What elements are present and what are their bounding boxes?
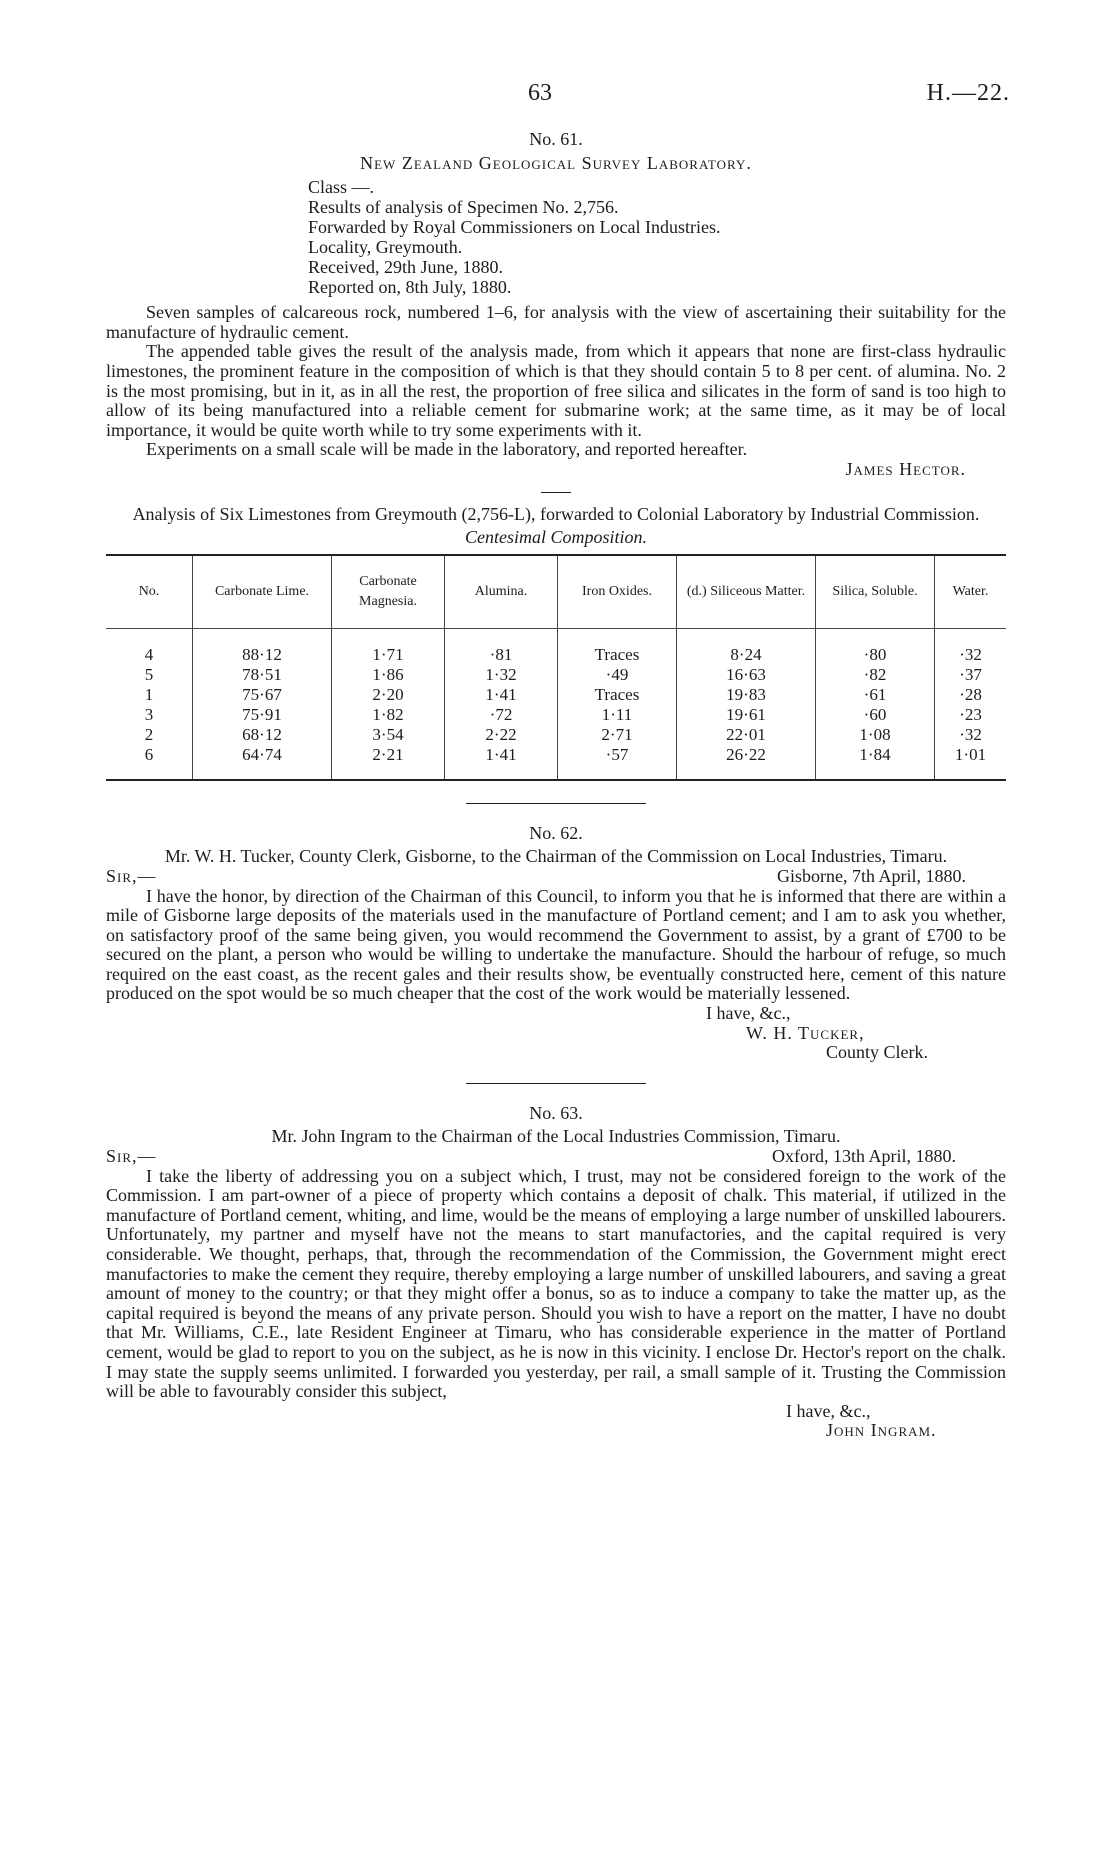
divider xyxy=(466,803,646,804)
table-cell: 88·12 xyxy=(193,645,332,665)
table-cell: 5 xyxy=(144,664,154,684)
table-cell: ·82 xyxy=(816,665,935,685)
table-cell: ·32 xyxy=(935,725,1007,745)
table-cell: 16·63 xyxy=(677,665,816,685)
table-cell: 19·83 xyxy=(677,685,816,705)
table-row xyxy=(106,725,1006,745)
table-cell: 64·74 xyxy=(193,745,332,780)
signature: James Hector. xyxy=(845,458,966,479)
section-number: No. 63. xyxy=(529,1102,583,1123)
table-cell: 8·24 xyxy=(677,645,816,665)
paragraph: Seven samples of calcareous rock, numbered 1–6, for analysis with the view of ascertaining their suitability for the manufacture of hydraulic cement. xyxy=(106,302,1006,342)
place-date: Oxford, 13th April, 1880. xyxy=(772,1146,956,1167)
table-cell: 1·32 xyxy=(445,665,558,685)
section-title: New Zealand Geological Survey Laboratory. xyxy=(360,152,752,173)
table-cell: 2·22 xyxy=(445,725,558,745)
column-header: Silica, Soluble. xyxy=(816,555,935,629)
reported-line: Reported on, 8th July, 1880. xyxy=(308,277,512,298)
section-number: No. 62. xyxy=(529,822,583,843)
salutation-line xyxy=(106,1147,1006,1167)
section-no-63 xyxy=(106,1104,1006,1441)
paragraph: The appended table gives the result of the analysis made, from which it appears that none are first-class hydraulic limestones, the prominent feature in the composition of which is that they should contain 5 to 8 per cent. of alumina. No. 2 is the most promising, but in it, as in all the rest, the proportion of free silica and silicates in the form of sand is too high to allow of its being manufactured into a reliable cement for submarine work; at the same time, as it may be of local importance, it would be quite worth while to try some experiments with it. xyxy=(106,341,1006,440)
column-header: Iron Oxides. xyxy=(558,555,677,629)
table-cell: ·60 xyxy=(816,705,935,725)
table-cell: ·37 xyxy=(935,665,1007,685)
table-cell: 78·51 xyxy=(193,665,332,685)
page-number: 63 xyxy=(528,80,552,106)
table-cell: 68·12 xyxy=(193,725,332,745)
table-cell: ·49 xyxy=(558,665,677,685)
closing: I have, &c., xyxy=(786,1400,871,1421)
column-header: No. xyxy=(106,555,193,629)
column-header: Water. xyxy=(935,555,1007,629)
table-cell: 1·41 xyxy=(445,745,558,780)
page-body xyxy=(106,130,1006,1441)
results-line: Results of analysis of Specimen No. 2,756. xyxy=(308,197,619,218)
paragraph: Experiments on a small scale will be made in the laboratory, and reported hereafter. xyxy=(146,439,748,460)
signature: John Ingram. xyxy=(826,1420,937,1441)
received-line: Received, 29th June, 1880. xyxy=(308,257,503,278)
analysis-table xyxy=(106,554,1006,781)
table-row xyxy=(106,685,1006,705)
table-cell: 1·82 xyxy=(332,705,445,725)
section-number: No. 61. xyxy=(529,129,583,149)
letter-body: I have the honor, by direction of the Chairman of this Council, to inform you that he is informed that there are within a mile of Gisborne large deposits of the materials used in the manufacture of Portland cement; and I am to ask you whether, on satisfactory proof of the same being given, you would recommend the Government to assist, by a grant of £700 to be secured on the plant, a person who would be willing to undertake the manufacture. Should the harbour of refuge, so much required on the east coast, as the recent gales and their results show, be eventually constructed here, cement of this nature produced on the spot would be so much cheaper that the cost of the work would be materially lessened. xyxy=(106,885,1006,1004)
table-cell: ·57 xyxy=(558,745,677,780)
table-row xyxy=(106,745,1006,780)
table-cell: 2 xyxy=(144,724,154,744)
letter-heading: Mr. W. H. Tucker, County Clerk, Gisborne, to the Chairman of the Commission on Local Industries, Timaru. xyxy=(164,846,948,867)
signatory-title: County Clerk. xyxy=(826,1042,928,1063)
table-cell: 1·84 xyxy=(816,745,935,780)
table-cell: 2·71 xyxy=(558,725,677,745)
table-cell: 3·54 xyxy=(332,725,445,745)
table-cell: 22·01 xyxy=(677,725,816,745)
column-header: Carbonate Magnesia. xyxy=(332,555,445,629)
table-cell: Traces xyxy=(558,685,677,705)
salutation: Sir,— xyxy=(106,1146,157,1167)
forwarded-line: Forwarded by Royal Commissioners on Local Industries. xyxy=(308,217,721,238)
table-cell: Traces xyxy=(558,645,677,665)
section-no-62 xyxy=(106,824,1006,1084)
letter-heading: Mr. John Ingram to the Chairman of the Local Industries Commission, Timaru. xyxy=(271,1126,841,1147)
table-cell: 26·22 xyxy=(677,745,816,780)
table-cell: 75·67 xyxy=(193,685,332,705)
table-cell: 75·91 xyxy=(193,705,332,725)
class-line: Class —. xyxy=(308,177,375,198)
table-cell: ·81 xyxy=(445,645,558,665)
table-cell: 1 xyxy=(144,684,154,704)
salutation-line xyxy=(106,867,1006,887)
column-header: Carbonate Lime. xyxy=(193,555,332,629)
document-reference: H.—22. xyxy=(926,80,1010,106)
locality-line: Locality, Greymouth. xyxy=(308,237,463,258)
table-cell: 1·41 xyxy=(445,685,558,705)
table-cell: ·80 xyxy=(816,645,935,665)
table-row xyxy=(106,665,1006,685)
letter-body: I take the liberty of addressing you on a subject which, I trust, may not be considered foreign to the work of the Commission. I am part-owner of a piece of property which contains a deposit of chalk. This material, if utilized in the manufacture of Portland cement, whiting, and lime, would be the means of employing a large number of unskilled labourers. Unfortunately, my partner and myself have not the means to start manufactories, and the capital required is very considerable. We thought, perhaps, that, through the recommendation of the Commission, the Government might erect manufactories to make the cement they require, thereby employing a large number of unskilled labourers, and saving a great amount of money to the country; or that they might offer a bonus, so as to induce a company to take the matter up, as the capital required is beyond the means of any private person. Should you wish to have a report on the matter, I have no doubt that Mr. Williams, C.E., late Resident Engineer at Timaru, who has considerable experience in the matter of Portland cement, would be glad to report to you on the subject, as he is now in this vicinity. I enclose Dr. Hector's report on the chalk. I may state the supply seems unlimited. I forwarded you yesterday, per rail, a small sample of it. Trusting the Commission will be able to favourably consider this subject, xyxy=(106,1165,1006,1402)
table-caption: Analysis of Six Limestones from Greymouth (2,756-L), forwarded to Colonial Laboratory by Industrial Commission. xyxy=(132,503,980,524)
table-cell: 1·86 xyxy=(332,665,445,685)
table-cell: 6 xyxy=(106,745,193,780)
section-no-61 xyxy=(106,130,1006,493)
divider xyxy=(541,492,571,493)
table-cell: 2·20 xyxy=(332,685,445,705)
table-cell: ·23 xyxy=(935,705,1007,725)
table-row xyxy=(106,705,1006,725)
table-row xyxy=(106,645,1006,665)
table-cell: ·28 xyxy=(935,685,1007,705)
table-cell: ·32 xyxy=(935,645,1007,665)
divider xyxy=(466,1083,646,1084)
table-cell: 1·01 xyxy=(935,745,1007,780)
table-cell: 4 xyxy=(144,644,154,664)
table-cell: ·61 xyxy=(816,685,935,705)
closing: I have, &c., xyxy=(706,1003,791,1024)
table-subcaption: Centesimal Composition. xyxy=(464,527,647,548)
table-header-row xyxy=(106,555,1006,629)
table-cell: 1·08 xyxy=(816,725,935,745)
table-cell: 1·11 xyxy=(558,705,677,725)
analysis-section xyxy=(106,505,1006,804)
table-cell: ·72 xyxy=(445,705,558,725)
table-cell: 19·61 xyxy=(677,705,816,725)
salutation: Sir,— xyxy=(106,865,157,886)
table-cell: 2·21 xyxy=(332,745,445,780)
place-date: Gisborne, 7th April, 1880. xyxy=(777,865,966,886)
column-header: (d.) Siliceous Matter. xyxy=(677,555,816,629)
specimen-details xyxy=(308,177,1006,297)
table-cell: 3 xyxy=(144,704,154,724)
table-cell: 1·71 xyxy=(332,645,445,665)
signature: W. H. Tucker, xyxy=(746,1022,865,1043)
column-header: Alumina. xyxy=(445,555,558,629)
